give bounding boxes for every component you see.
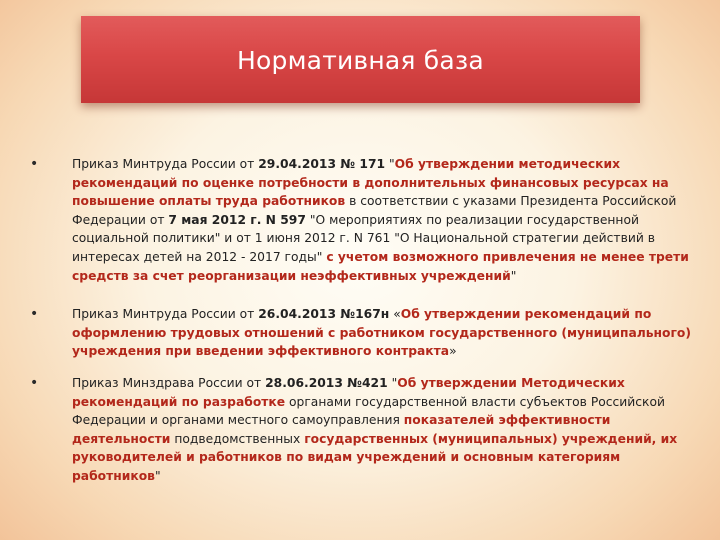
body-text: подведомственных bbox=[170, 431, 305, 446]
body-text: Приказ Минздрава России от bbox=[72, 376, 266, 390]
highlighted-text: государственных (муниципальных) учреждений, их руководителей и работников по видам учреждений и основным категориям работников bbox=[72, 431, 678, 483]
body-text: " bbox=[154, 468, 161, 483]
page-title: Нормативная база bbox=[237, 46, 484, 75]
bold-text: 29.04.2013 № 171 bbox=[258, 157, 386, 171]
body-text: "О мероприятиях по реализации государственной социальной политики" и от 1 июня 2012 г. N 761 "О Национальной стратегии действий в интересах детей на 2012 - 2017 годы" bbox=[72, 212, 655, 264]
bullet-icon: • bbox=[30, 375, 39, 391]
item-text bbox=[72, 155, 697, 285]
item-text bbox=[72, 374, 697, 486]
body-text: « bbox=[389, 307, 401, 321]
bold-text: 26.04.2013 №167н bbox=[258, 307, 390, 321]
body-text: Приказ Минтруда России от bbox=[72, 157, 259, 171]
bullet-icon: • bbox=[30, 156, 39, 172]
body-text: » bbox=[449, 344, 457, 359]
highlighted-text: с учетом возможного привлечения не менее трети средств за счет реорганизации неэффективных учреждений bbox=[72, 249, 689, 283]
body-text: " bbox=[510, 268, 517, 283]
highlighted-text: показателей эффективности деятельности bbox=[72, 413, 611, 446]
highlighted-text: Об утверждении рекомендаций по оформлению трудовых отношений с работником государственного (муниципального) учреждения при введении эффективного контракта bbox=[72, 307, 691, 359]
body-text: Приказ Минтруда России от bbox=[72, 307, 259, 321]
bold-text: 28.06.2013 №421 bbox=[265, 376, 388, 390]
bold-text: 7 мая 2012 г. N 597 bbox=[168, 212, 306, 227]
body-text: органами государственной власти субъектов Российской Федерации и органами местного самоуправления bbox=[72, 394, 665, 428]
title-banner bbox=[81, 16, 640, 103]
bullet-icon: • bbox=[30, 306, 39, 322]
body-text: " bbox=[385, 157, 395, 171]
body-text: " bbox=[387, 376, 398, 390]
body-text: в соответствии с указами Президента Российской Федерации от bbox=[72, 194, 677, 227]
item-text bbox=[72, 305, 697, 361]
highlighted-text: Об утверждении методических рекомендаций по оценке потребности в дополнительных финансовых ресурсах на повышение оплаты труда работников bbox=[72, 157, 669, 209]
highlighted-text: Об утверждении Методических рекомендаций по разработке bbox=[72, 376, 625, 409]
